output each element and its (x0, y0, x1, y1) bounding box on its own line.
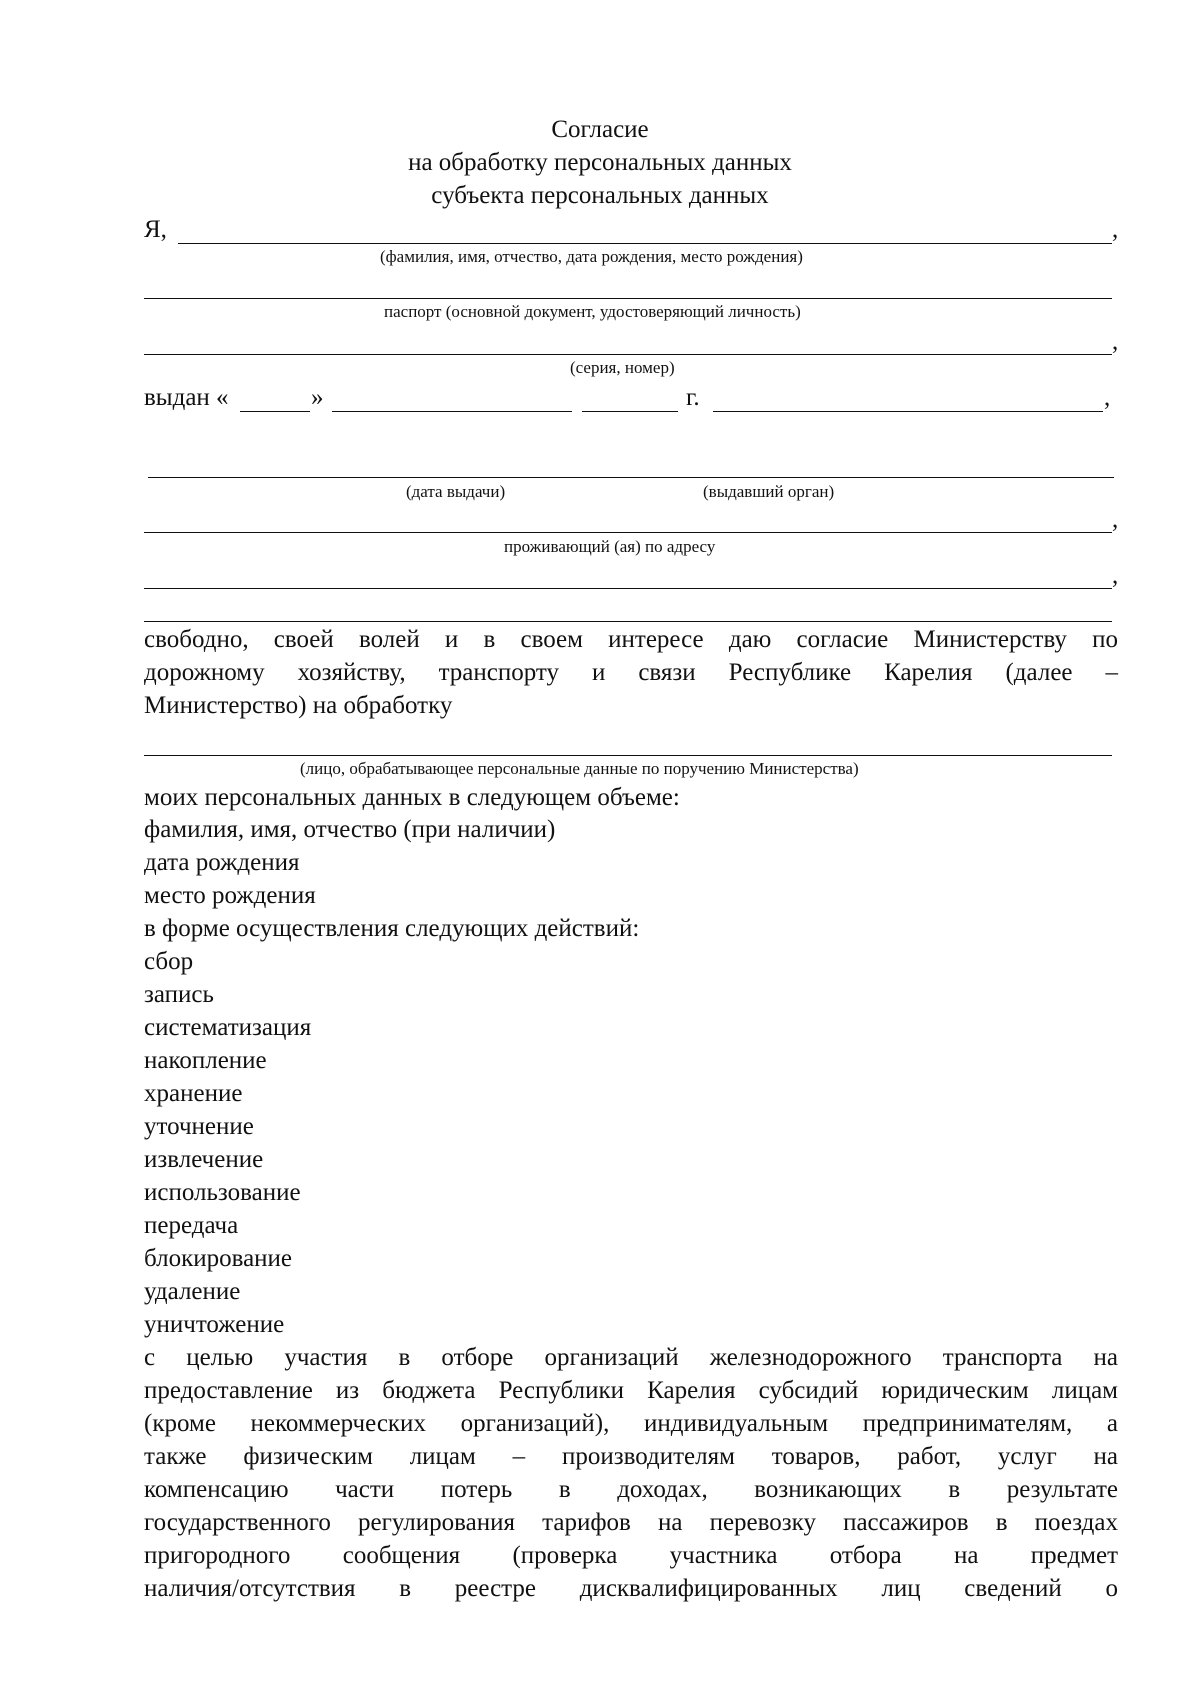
action-item: использование (144, 1179, 301, 1206)
purpose-line-7: пригородного сообщения (проверка участника отбора на предмет (144, 1542, 1118, 1569)
issue-date-caption: (дата выдачи) (406, 482, 506, 501)
comma: , (1112, 328, 1119, 355)
ya-label: Я, (144, 216, 167, 243)
comma: , (1112, 562, 1119, 589)
issuer-field-continued[interactable] (148, 455, 1114, 478)
issuer-caption: (выдавший орган) (703, 482, 835, 501)
purpose-line-4: также физическим лицам – производителям товаров, работ, услуг на (144, 1443, 1118, 1470)
scope-item: дата рождения (144, 849, 300, 876)
action-item: хранение (144, 1080, 243, 1107)
scope-item: фамилия, имя, отчество (при наличии) (144, 816, 556, 843)
action-item: накопление (144, 1047, 267, 1074)
comma: , (1112, 216, 1119, 243)
address-field-continued-2[interactable] (144, 597, 1112, 622)
action-item: уничтожение (144, 1311, 285, 1338)
address-caption: проживающий (ая) по адресу (504, 537, 716, 556)
issue-month-field[interactable] (332, 389, 572, 412)
purpose-line-2: предоставление из бюджета Республики Карелия субсидий юридическим лицам (144, 1377, 1118, 1404)
series-caption: (серия, номер) (570, 358, 675, 377)
fio-caption: (фамилия, имя, отчество, дата рождения, место рождения) (380, 247, 803, 266)
passport-series-number-field[interactable] (144, 332, 1112, 355)
purpose-line-6: государственного регулирования тарифов на перевозку пассажиров в поездах (144, 1509, 1118, 1536)
fio-field-continued[interactable] (144, 276, 1112, 299)
purpose-line-3: (кроме некоммерческих организаций), индивидуальным предпринимателям, а (144, 1410, 1118, 1437)
scope-intro: моих персональных данных в следующем объеме: (144, 784, 680, 811)
purpose-line-8: наличия/отсутствия в реестре дисквалифицированных лиц сведений о (144, 1575, 1118, 1602)
scope-item: место рождения (144, 882, 316, 909)
issued-quote-close: » (311, 384, 324, 411)
passport-caption: паспорт (основной документ, удостоверяющий личность) (384, 302, 801, 321)
comma: , (1112, 506, 1119, 533)
processor-field[interactable] (144, 733, 1112, 756)
fio-field[interactable] (178, 219, 1112, 244)
action-item: систематизация (144, 1014, 312, 1041)
processor-caption: (лицо, обрабатывающее персональные данные по поручению Министерства) (300, 759, 859, 778)
action-item: сбор (144, 948, 194, 975)
consent-line-1: свободно, своей волей и в своем интересе даю согласие Министерству по (144, 626, 1118, 653)
comma: , (1104, 384, 1111, 411)
address-field-continued[interactable] (144, 566, 1112, 589)
action-item: передача (144, 1212, 239, 1239)
issuer-field[interactable] (713, 389, 1103, 412)
document-subtitle-2: субъекта персональных данных (431, 182, 769, 209)
issue-year-field[interactable] (582, 389, 678, 412)
action-item: уточнение (144, 1113, 254, 1140)
issue-day-field[interactable] (240, 389, 310, 412)
issued-label: выдан « (144, 384, 229, 411)
action-item: запись (144, 981, 214, 1008)
document-title: Согласие (551, 116, 649, 143)
purpose-line-5: компенсацию части потерь в доходах, возникающих в результате (144, 1476, 1118, 1503)
actions-intro: в форме осуществления следующих действий: (144, 915, 640, 942)
action-item: удаление (144, 1278, 241, 1305)
action-item: извлечение (144, 1146, 264, 1173)
action-item: блокирование (144, 1245, 293, 1272)
address-field[interactable] (144, 510, 1112, 533)
consent-line-2: дорожному хозяйству, транспорту и связи Республике Карелия (далее – (144, 659, 1118, 686)
consent-line-3: Министерство) на обработку (144, 692, 453, 719)
document-subtitle-1: на обработку персональных данных (408, 149, 792, 176)
purpose-line-1: с целью участия в отборе организаций железнодорожного транспорта на (144, 1344, 1118, 1371)
year-label: г. (686, 384, 700, 411)
